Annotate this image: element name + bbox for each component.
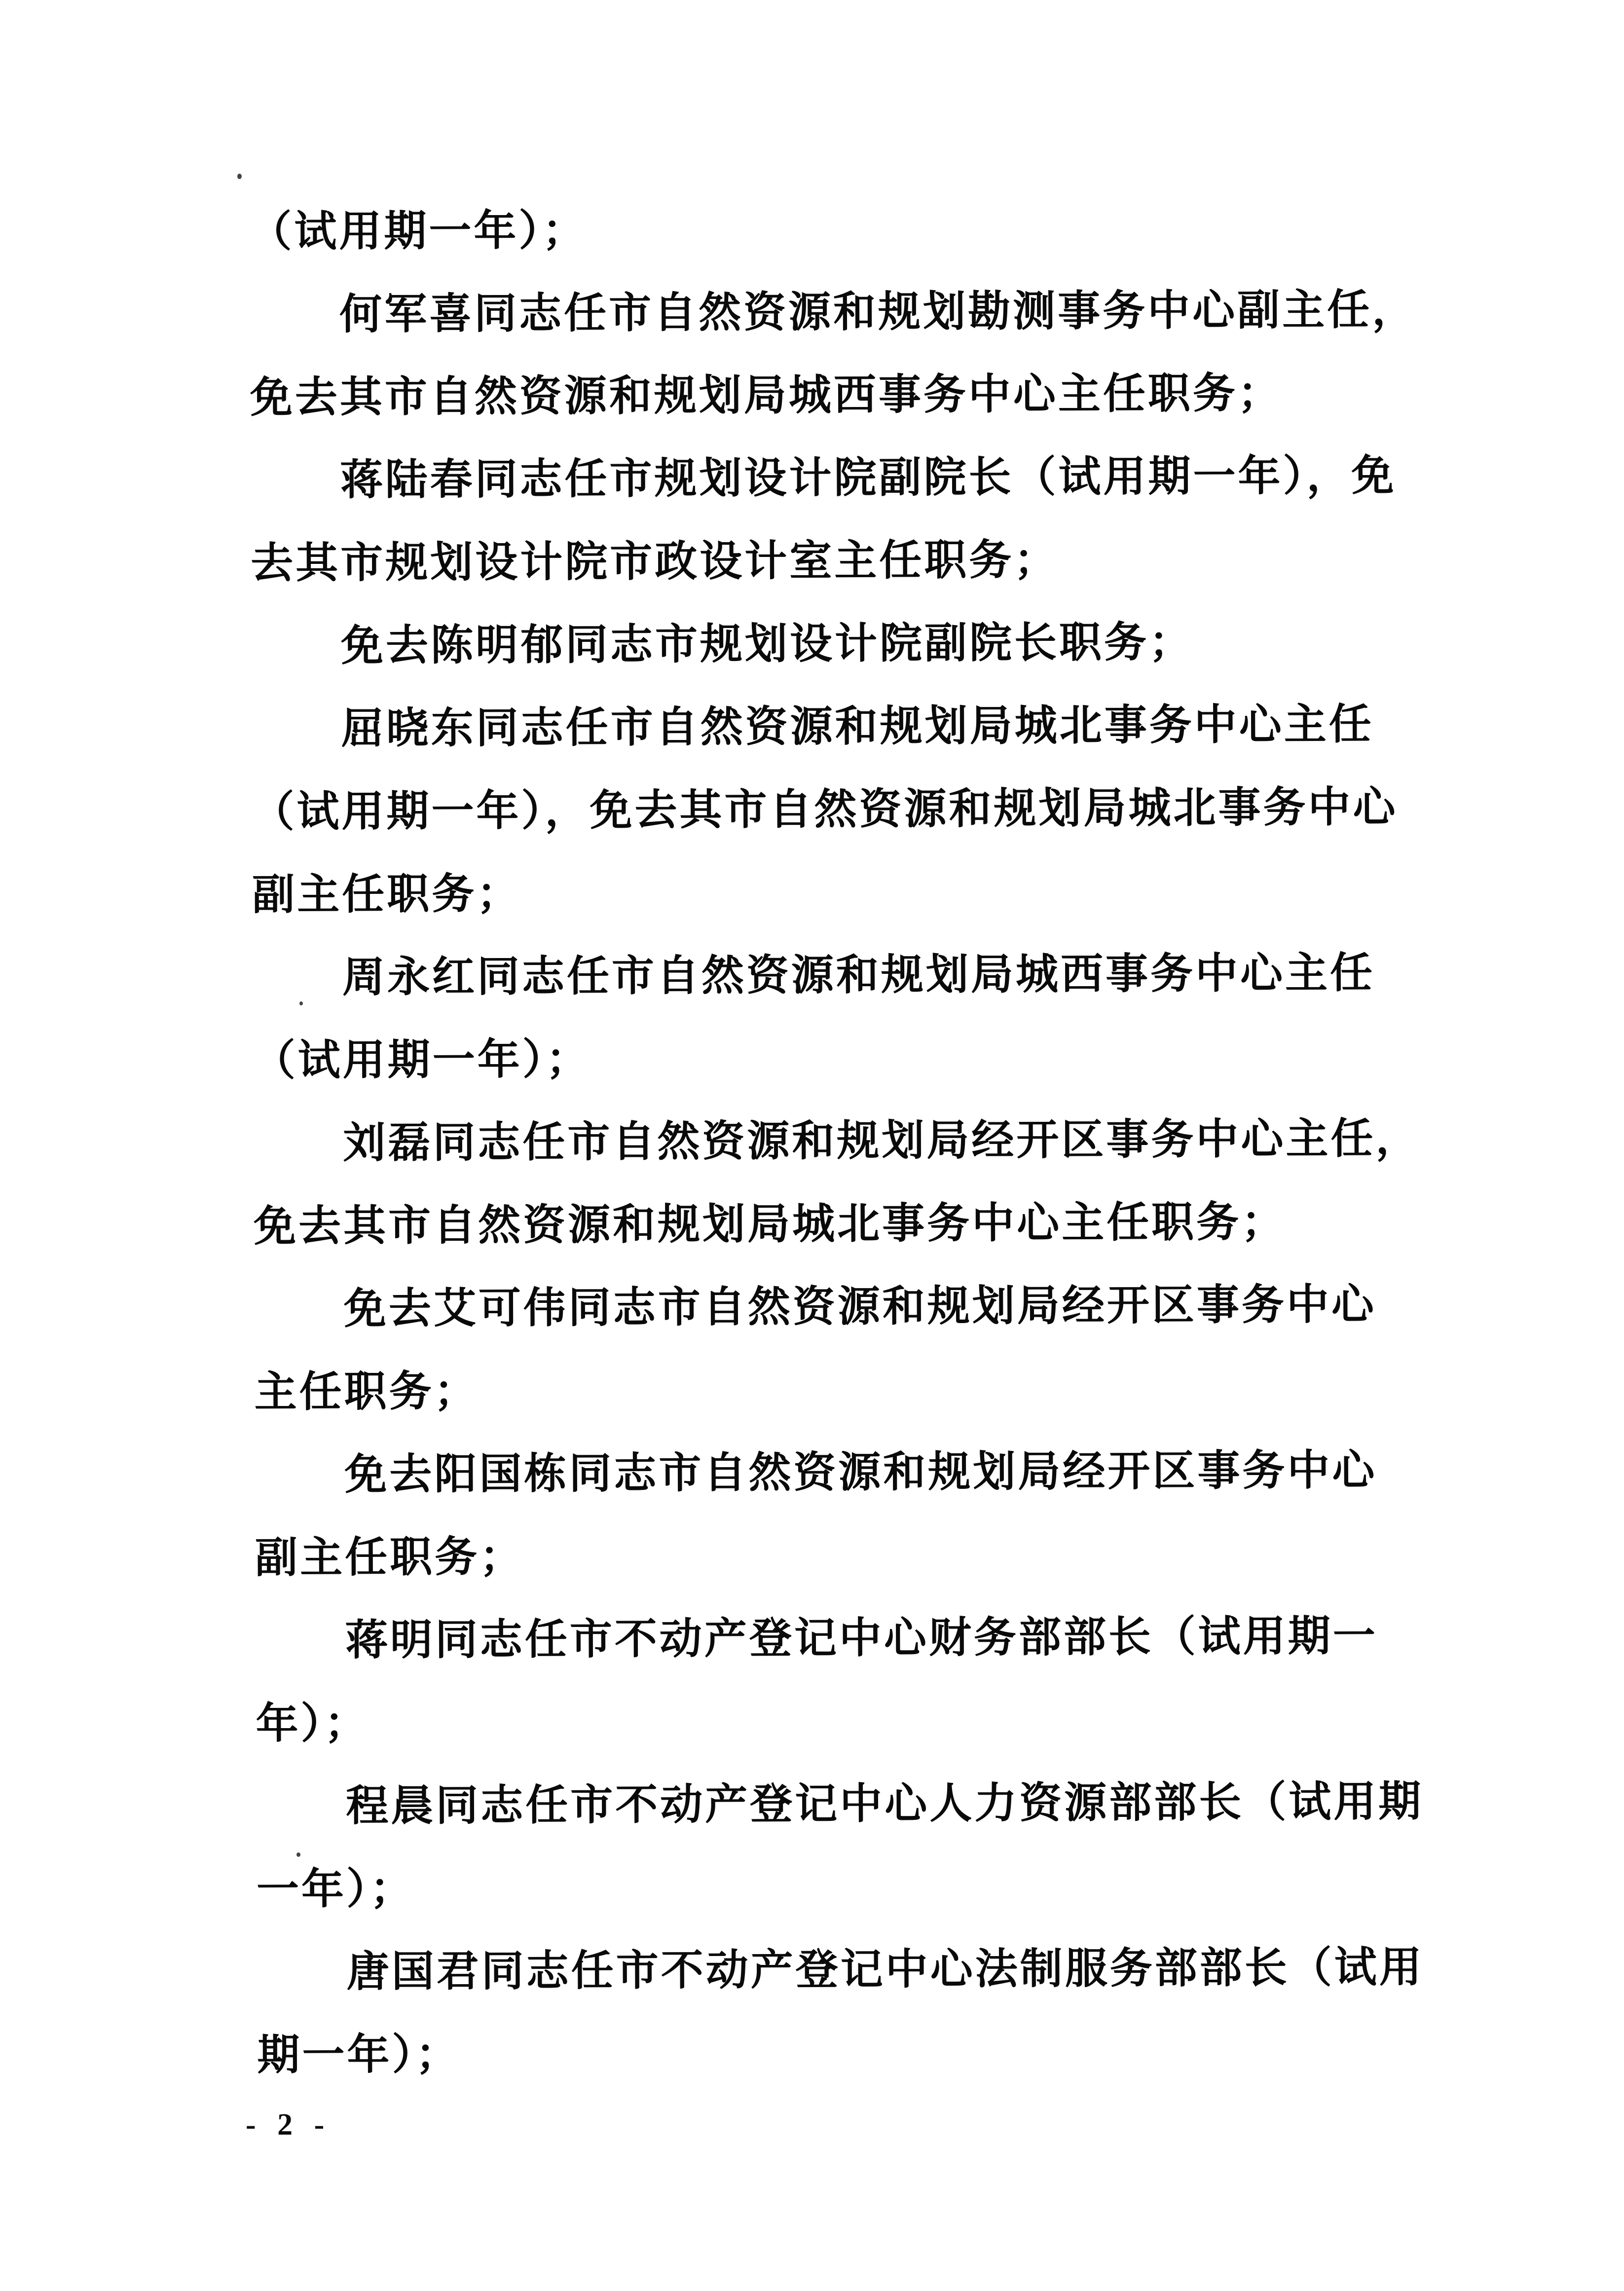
document-line: （试用期一年）； — [249, 207, 588, 256]
document-line: 副主任职务； — [255, 1533, 525, 1582]
document-line: 唐国君同志任市不动产登记中心法制服务部部长（试用 — [346, 1943, 1424, 1996]
document-body — [249, 185, 1437, 2097]
document-line: 何军喜同志任市自然资源和规划勘测事务中心副主任， — [339, 286, 1417, 338]
document-line: 免去陈明郁同志市规划设计院副院长职务； — [340, 618, 1194, 670]
document-line: 期一年）； — [257, 2031, 461, 2079]
document-line: 屈晓东同志任市自然资源和规划局城北事务中心主任 — [341, 701, 1374, 753]
scan-speck — [237, 174, 242, 179]
document-line: 刘磊同志任市自然资源和规划局经开区事务中心主任， — [343, 1114, 1421, 1167]
document-line: 蒋陆春同志任市规划设计院副院长（试用期一年），免 — [340, 451, 1397, 504]
document-line: 去其市规划设计院市政设计室主任职务； — [251, 536, 1059, 587]
document-line: 免去阳国栋同志市自然资源和规划局经开区事务中心 — [344, 1446, 1377, 1499]
scan-speck — [296, 1852, 300, 1857]
document-line: （试用期一年），免去其市自然资源和规划局城北事务中心 — [252, 783, 1398, 836]
document-line: 免去其市自然资源和规划局城西事务中心主任职务； — [250, 369, 1283, 421]
document-line: 主任职务； — [254, 1367, 479, 1416]
document-line: 周永红同志任市自然资源和规划局城西事务中心主任 — [342, 949, 1375, 1001]
scan-speck — [299, 1001, 303, 1005]
document-line: 副主任职务； — [252, 870, 522, 919]
page-number: - 2 - — [246, 2108, 332, 2142]
document-line: 年）； — [256, 1699, 369, 1747]
document-line: 程晨同志任市不动产登记中心人力资源部部长（试用期 — [346, 1777, 1424, 1830]
document-line: 免去其市自然资源和规划局城北事务中心主任职务； — [253, 1198, 1287, 1250]
document-line: 免去艾可伟同志市自然资源和规划局经开区事务中心 — [343, 1281, 1377, 1333]
document-line: 一年）； — [256, 1865, 415, 1913]
document-line: 蒋明同志任市不动产登记中心财务部部长（试用期一 — [345, 1612, 1378, 1664]
document-line: （试用期一年）； — [253, 1035, 591, 1084]
